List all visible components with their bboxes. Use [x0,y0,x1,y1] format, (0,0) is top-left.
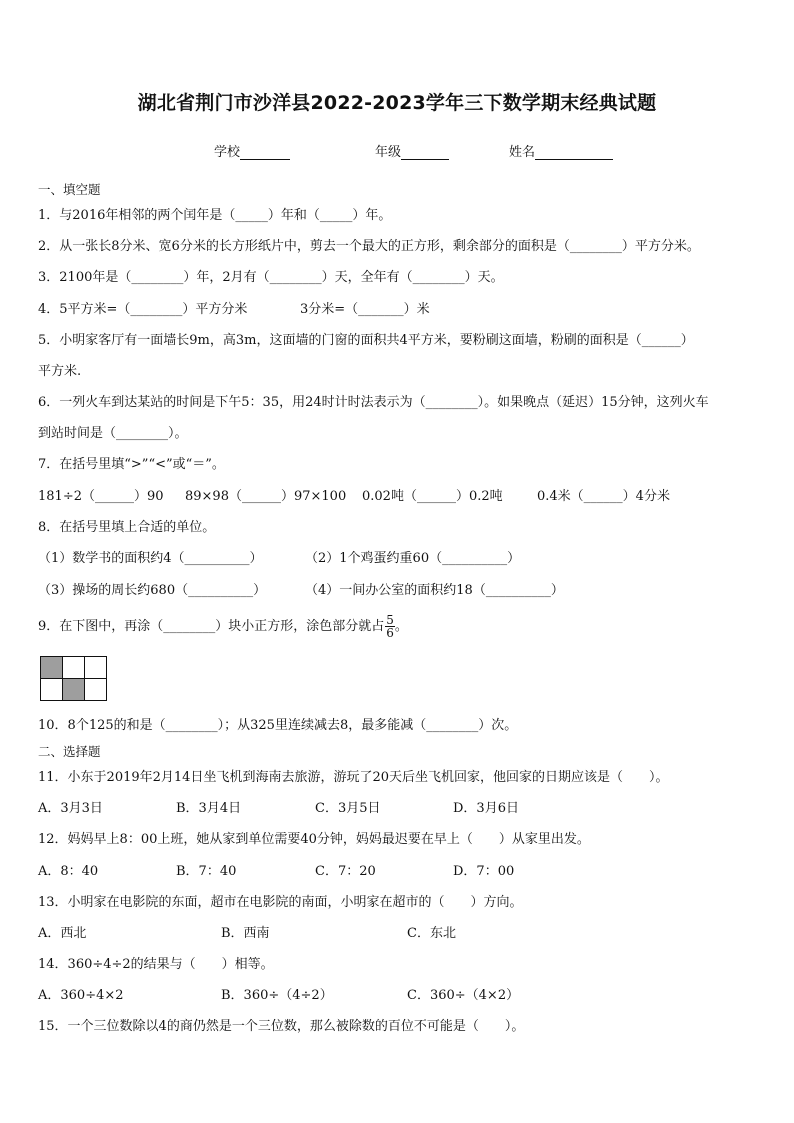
question-7-item: 89×98（______）97×100 [185,489,347,504]
name-label: 姓名 [509,145,536,160]
question-13-option-a[interactable]: A．西北 [38,926,87,941]
question-7-item: 0.4米（______）4分米 [537,489,670,504]
grade-label: 年级 [375,145,402,160]
question-6-line1: 6．一列火车到达某站的时间是下午5：35，用24时计时法表示为（________）。如果晚点（延迟）15分钟，这列火车 [38,395,709,410]
name-blank[interactable] [535,145,613,160]
question-1: 1．与2016年相邻的两个闰年是（_____）年和（_____）年。 [38,208,392,223]
question-4a: 4．5平方米=（________）平方分米 [38,302,248,317]
question-12-option-a[interactable]: A．8：40 [38,864,99,879]
question-6-line2: 到站时间是（________）。 [38,426,188,441]
question-14-option-b[interactable]: B．360÷（4÷2） [221,988,333,1003]
school-field [214,141,290,160]
question-11-option-d[interactable]: D．3月6日 [453,801,519,816]
question-12-option-d[interactable]: D．7：00 [453,864,515,879]
question-13-option-c[interactable]: C．东北 [407,926,456,941]
grid-cell[interactable] [85,679,107,701]
fraction-denominator: 6 [386,626,394,640]
question-5-line2: 平方米. [38,364,82,379]
grid-cell[interactable] [41,679,63,701]
question-8-item: （4）一间办公室的面积约18（__________） [305,583,564,598]
question-7: 7．在括号里填“>”“<”或“＝”。 [38,457,225,472]
question-11-option-b[interactable]: B．3月4日 [176,801,242,816]
question-7-item: 0.02吨（______）0.2吨 [362,489,503,504]
question-3: 3．2100年是（________）年，2月有（________）天，全年有（________）天。 [38,270,504,285]
school-blank[interactable] [240,145,290,160]
question-14: 14．360÷4÷2的结果与（ ）相等。 [38,957,274,972]
question-9 [38,614,408,640]
grid-cell-shaded[interactable] [41,657,63,679]
question-12-option-c[interactable]: C．7：20 [315,864,376,879]
question-13-option-b[interactable]: B．西南 [221,926,270,941]
question-10: 10．8个125的和是（________）；从325里连续减去8，最多能减（________）次。 [38,718,518,733]
question-11: 11．小东于2019年2月14日坐飞机到海南去旅游，游玩了20天后坐飞机回家，他回家的日期应该是（ ）。 [38,770,669,785]
page-title: 湖北省荆门市沙洋县2022-2023学年三下数学期末经典试题 [137,92,657,114]
question-11-option-a[interactable]: A．3月3日 [38,801,103,816]
school-label: 学校 [214,145,241,160]
question-14-option-c[interactable]: C．360÷（4×2） [407,988,520,1003]
fraction-numerator: 5 [386,613,394,627]
grid-cell[interactable] [63,657,85,679]
grade-blank[interactable] [401,145,449,160]
question-8-item: （3）操场的周长约680（__________） [38,583,267,598]
question-7-item: 181÷2（______）90 [38,489,164,504]
name-field [509,141,613,160]
question-9-text: 9．在下图中，再涂（________）块小正方形，涂色部分就占 [38,619,385,634]
grid-cell[interactable] [85,657,107,679]
question-8-item: （1）数学书的面积约4（__________） [38,551,263,566]
question-8: 8．在括号里填上合适的单位。 [38,520,216,535]
question-14-option-a[interactable]: A．360÷4×2 [38,988,124,1003]
question-2: 2．从一张长8分米、宽6分米的长方形纸片中，剪去一个最大的正方形，剩余部分的面积是（________）平方分米。 [38,239,700,254]
shading-grid [40,656,107,701]
question-4b: 3分米=（_______）米 [300,302,430,317]
section-fill-heading: 一、填空题 [38,182,101,197]
question-11-option-c[interactable]: C．3月5日 [315,801,381,816]
grade-field [375,141,449,160]
question-13: 13．小明家在电影院的东面，超市在电影院的南面，小明家在超市的（ ）方向。 [38,895,523,910]
question-12: 12．妈妈早上8：00上班，她从家到单位需要40分钟，妈妈最迟要在早上（ ）从家里出发。 [38,832,590,847]
question-8-item: （2）1个鸡蛋约重60（__________） [305,551,521,566]
question-12-option-b[interactable]: B．7：40 [176,864,237,879]
fraction-five-sixths [385,614,395,639]
question-15: 15．一个三位数除以4的商仍然是一个三位数，那么被除数的百位不可能是（ ）。 [38,1019,525,1034]
grid-cell-shaded[interactable] [63,679,85,701]
section-choice-heading: 二、选择题 [38,744,101,759]
question-9-end: 。 [394,619,408,634]
question-5-line1: 5．小明家客厅有一面墙长9m，高3m，这面墙的门窗的面积共4平方米，要粉刷这面墙，粉刷的面积是（______） [38,333,694,348]
